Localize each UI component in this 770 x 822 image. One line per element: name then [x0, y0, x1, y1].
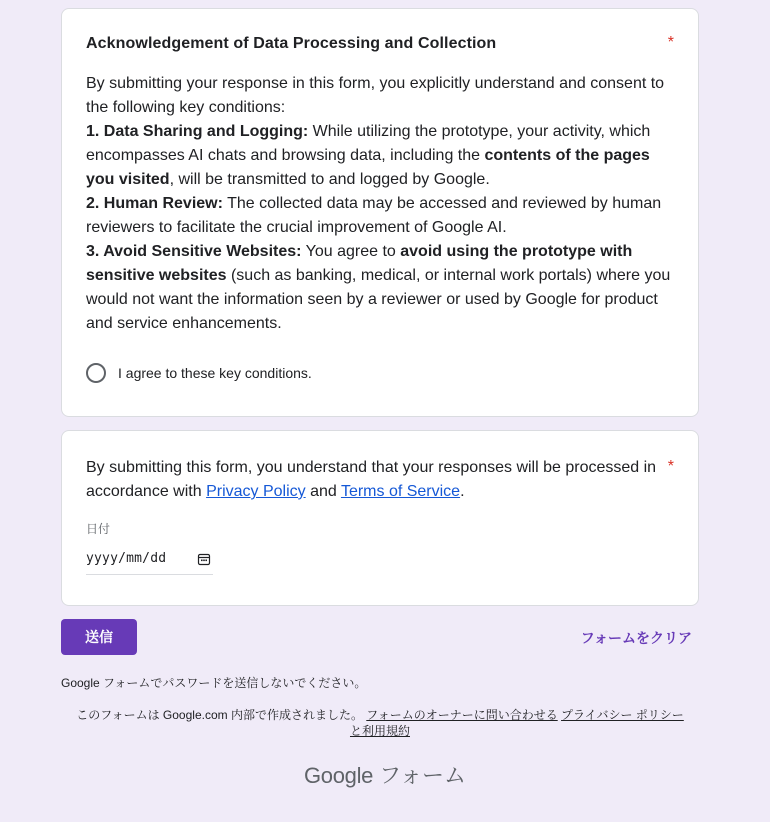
agree-radio-option[interactable] — [86, 363, 312, 383]
terms-of-service-link[interactable]: Terms of Service — [340, 483, 461, 500]
calendar-icon[interactable] — [197, 552, 211, 566]
condition-item-2: 2. Human Review: The collected data may be accessed and reviewed by human reviewers to facilitate the crucial improvement of Google AI. — [86, 195, 662, 236]
privacy-notice-text: By submitting this form, you understand that your responses will be processed in accordance with Privacy Policy and Terms of Service. — [86, 459, 657, 500]
privacy-policy-footer-link[interactable]: プライバシー ポリシー — [561, 708, 684, 722]
contact-owner-link[interactable]: フォームのオーナーに問い合わせる — [366, 708, 558, 722]
clear-form-button[interactable]: フォームをクリア — [580, 630, 692, 646]
form-footer: このフォームは Google.com 内部で作成されました。 フォームのオーナーに問い合わせる プライバシー ポリシー と利用規約 — [76, 708, 684, 738]
question-title: Acknowledgement of Data Processing and Collection — [86, 35, 497, 52]
submit-button[interactable]: 送信 — [61, 619, 137, 655]
date-label: 日付 — [86, 522, 111, 536]
google-forms-logo[interactable]: Google フォーム — [303, 763, 467, 788]
question-description — [86, 72, 676, 336]
password-warning: Google フォームでパスワードを送信しないでください。 — [61, 676, 367, 690]
consent-question-card — [61, 8, 699, 417]
description-intro: By submitting your response in this form, you explicitly understand and consent to the following key conditions: — [86, 75, 665, 116]
agree-option-label[interactable]: I agree to these key conditions. — [118, 365, 312, 381]
agree-radio-button[interactable] — [86, 363, 106, 383]
condition-item-3: 3. Avoid Sensitive Websites: You agree to avoid using the prototype with sensitive websites (such as banking, medical, or internal work portals) where you would not want the information seen by a reviewer or used by Google for product and service enhancements. — [86, 243, 671, 332]
date-input[interactable] — [86, 543, 213, 575]
required-asterisk: * — [667, 458, 674, 475]
required-asterisk: * — [667, 34, 674, 51]
terms-footer-link[interactable]: と利用規約 — [349, 724, 410, 738]
privacy-policy-link[interactable]: Privacy Policy — [206, 483, 306, 500]
condition-item-1: 1. Data Sharing and Logging: While utilizing the prototype, your activity, which encompasses AI chats and browsing data, including the contents of the pages you visited, will be transmitted to and logged by Google. — [86, 123, 651, 188]
date-placeholder: yyyy/mm/dd — [86, 551, 167, 566]
date-question-card — [61, 430, 699, 606]
